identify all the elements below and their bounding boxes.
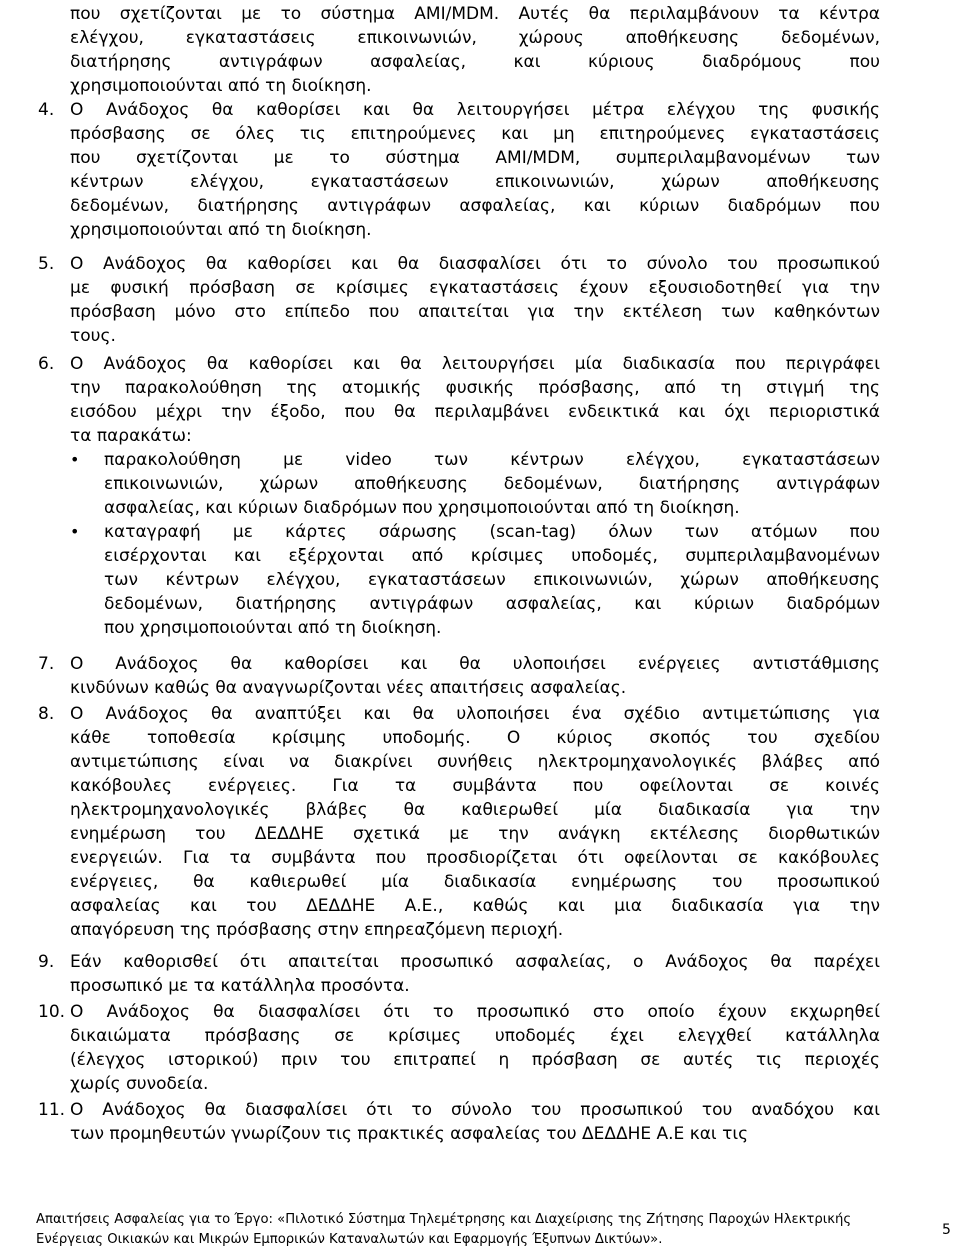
list-item-number: 10. (38, 1002, 66, 1022)
text-line: κάθε τοποθεσία κρίσιμης υποδομής. Ο κύριος σκοπός του σχεδίου (70, 728, 880, 748)
text-line: χρησιμοποιούνται από τη διοίκηση. (70, 76, 372, 96)
list-item-number: 6. (38, 354, 55, 374)
text-line: που σχετίζονται με το σύστημα AMI/MDM, συμπεριλαμβανομένων των (70, 148, 880, 168)
list-item-number: 7. (38, 654, 55, 674)
text-line: χρησιμοποιούνται από τη διοίκηση. (70, 220, 372, 240)
text-line: δικαιώματα πρόσβασης σε κρίσιμες υποδομές έχει ελεγχθεί κατάλληλα (70, 1026, 880, 1046)
text-line: πρόσβασης σε όλες τις επιτηρούμενες και μη επιτηρούμενες εγκαταστάσεις (70, 124, 880, 144)
text-line: τους. (70, 326, 116, 346)
text-line: ελέγχου, εγκαταστάσεις επικοινωνιών, χώρους αποθήκευσης δεδομένων, (70, 28, 880, 48)
text-line: κέντρων ελέγχου, εγκαταστάσεων επικοινωνιών, χώρων αποθήκευσης (70, 172, 880, 192)
text-line: που σχετίζονται με το σύστημα AMI/MDM. Αυτές θα περιλαμβάνουν τα κέντρα (70, 4, 880, 24)
list-item-number: 8. (38, 704, 55, 724)
list-item-number: 5. (38, 254, 55, 274)
text-line: με φυσική πρόσβαση σε κρίσιμες εγκαταστάσεις έχουν εξουσιοδοτηθεί για την (70, 278, 880, 298)
text-line: ενεργειών. Για τα συμβάντα που προσδιορίζεται ότι οφείλονται σε κακόβουλες (70, 848, 880, 868)
list-item-number: 11. (38, 1100, 66, 1120)
text-line: Ο Ανάδοχος θα αναπτύξει και θα υλοποιήσει ένα σχέδιο αντιμετώπισης για (70, 704, 880, 724)
text-line: πρόσβαση μόνο στο επίπεδο που απαιτείται για την εκτέλεση των καθηκόντων (70, 302, 880, 322)
text-line: (έλεγχος ιστορικού) πριν του επιτραπεί η πρόσβαση σε αυτές τις περιοχές (70, 1050, 880, 1070)
footer-line: Απαιτήσεις Ασφαλείας για το Έργο: «Πιλοτικό Σύστημα Τηλεμέτρησης και Διαχείρισης της Ζήτησης Παροχών Ηλεκτρικής (36, 1212, 852, 1227)
text-line: ασφαλείας, και κύριων διαδρόμων που χρησιμοποιούνται από τη διοίκηση. (104, 498, 740, 518)
bullet-icon: • (70, 450, 80, 469)
text-line: που χρησιμοποιούνται από τη διοίκηση. (104, 618, 442, 638)
text-line: κινδύνων καθώς θα αναγνωρίζονται νέες απαιτήσεις ασφαλείας. (70, 678, 627, 698)
text-line: τα παρακάτω: (70, 426, 192, 446)
text-line: διατήρησης αντιγράφων ασφαλείας, και κύριους διαδρόμους που (70, 52, 880, 72)
text-line: Ο Ανάδοχος θα καθορίσει και θα διασφαλίσει ότι το σύνολο του προσωπικού (70, 254, 880, 274)
list-item-number: 4. (38, 100, 55, 120)
text-line: δεδομένων, διατήρησης αντιγράφων ασφαλείας, και κύριων διαδρόμων που (70, 196, 880, 216)
text-line: Ο Ανάδοχος θα καθορίσει και θα υλοποιήσει ενέργειες αντιστάθμισης (70, 654, 880, 674)
text-line: των προμηθευτών γνωρίζουν τις πρακτικές ασφαλείας του ΔΕΔΔΗΕ Α.Ε και τις (70, 1124, 749, 1144)
text-line: ενέργειες, θα καθιερωθεί μία διαδικασία ενημέρωσης του προσωπικού (70, 872, 880, 892)
text-line: αντιμετώπισης είναι να διακρίνει συνήθεις ηλεκτρομηχανολογικές βλάβες από (70, 752, 880, 772)
footer-line: Ενέργειας Οικιακών και Μικρών Εμπορικών Καταναλωτών και Εφαρμογής Έξυπνων Δικτύων». (36, 1232, 663, 1247)
text-line: καταγραφή με κάρτες σάρωσης (scan-tag) όλων των ατόμων που (104, 522, 880, 542)
text-line: δεδομένων, διατήρησης αντιγράφων ασφαλείας, και κύριων διαδρόμων (104, 594, 880, 614)
bullet-icon: • (70, 522, 80, 541)
text-line: την παρακολούθηση της ατομικής φυσικής πρόσβασης, από τη στιγμή της (70, 378, 880, 398)
text-line: χωρίς συνοδεία. (70, 1074, 209, 1094)
text-line: ασφαλείας και του ΔΕΔΔΗΕ Α.Ε., καθώς και μια διαδικασία για την (70, 896, 880, 916)
list-item-number: 9. (38, 952, 55, 972)
text-line: Εάν καθορισθεί ότι απαιτείται προσωπικό ασφαλείας, ο Ανάδοχος θα παρέχει (70, 952, 880, 972)
text-line: απαγόρευση της πρόσβασης στην επηρεαζόμενη περιοχή. (70, 920, 564, 940)
text-line: Ο Ανάδοχος θα καθορίσει και θα λειτουργήσει μία διαδικασία που περιγράφει (70, 354, 880, 374)
text-line: κακόβουλες ενέργειες. Για τα συμβάντα που οφείλονται σε κοινές (70, 776, 880, 796)
text-line: Ο Ανάδοχος θα διασφαλίσει ότι το σύνολο του προσωπικού του αναδόχου και (70, 1100, 880, 1120)
text-line: Ο Ανάδοχος θα καθορίσει και θα λειτουργήσει μέτρα ελέγχου της φυσικής (70, 100, 880, 120)
text-line: εισέρχονται και εξέρχονται από κρίσιμες υποδομές, συμπεριλαμβανομένων (104, 546, 880, 566)
text-line: επικοινωνιών, χώρων αποθήκευσης δεδομένων, διατήρησης αντιγράφων (104, 474, 880, 494)
text-line: προσωπικό με τα κατάλληλα προσόντα. (70, 976, 410, 996)
text-line: ενημέρωση του ΔΕΔΔΗΕ σχετικά με την ανάγκη εκτέλεσης διορθωτικών (70, 824, 880, 844)
text-line: ηλεκτρομηχανολογικές βλάβες θα καθιερωθεί μία διαδικασία για την (70, 800, 880, 820)
page-number: 5 (942, 1222, 951, 1238)
text-line: των κέντρων ελέγχου, εγκαταστάσεων επικοινωνιών, χώρων αποθήκευσης (104, 570, 880, 590)
text-line: παρακολούθηση με video των κέντρων ελέγχου, εγκαταστάσεων (104, 450, 880, 470)
text-line: εισόδου μέχρι την έξοδο, που θα περιλαμβάνει ενδεικτικά και όχι περιοριστικά (70, 402, 880, 422)
text-line: Ο Ανάδοχος θα διασφαλίσει ότι το προσωπικό στο οποίο έχουν εκχωρηθεί (70, 1002, 880, 1022)
